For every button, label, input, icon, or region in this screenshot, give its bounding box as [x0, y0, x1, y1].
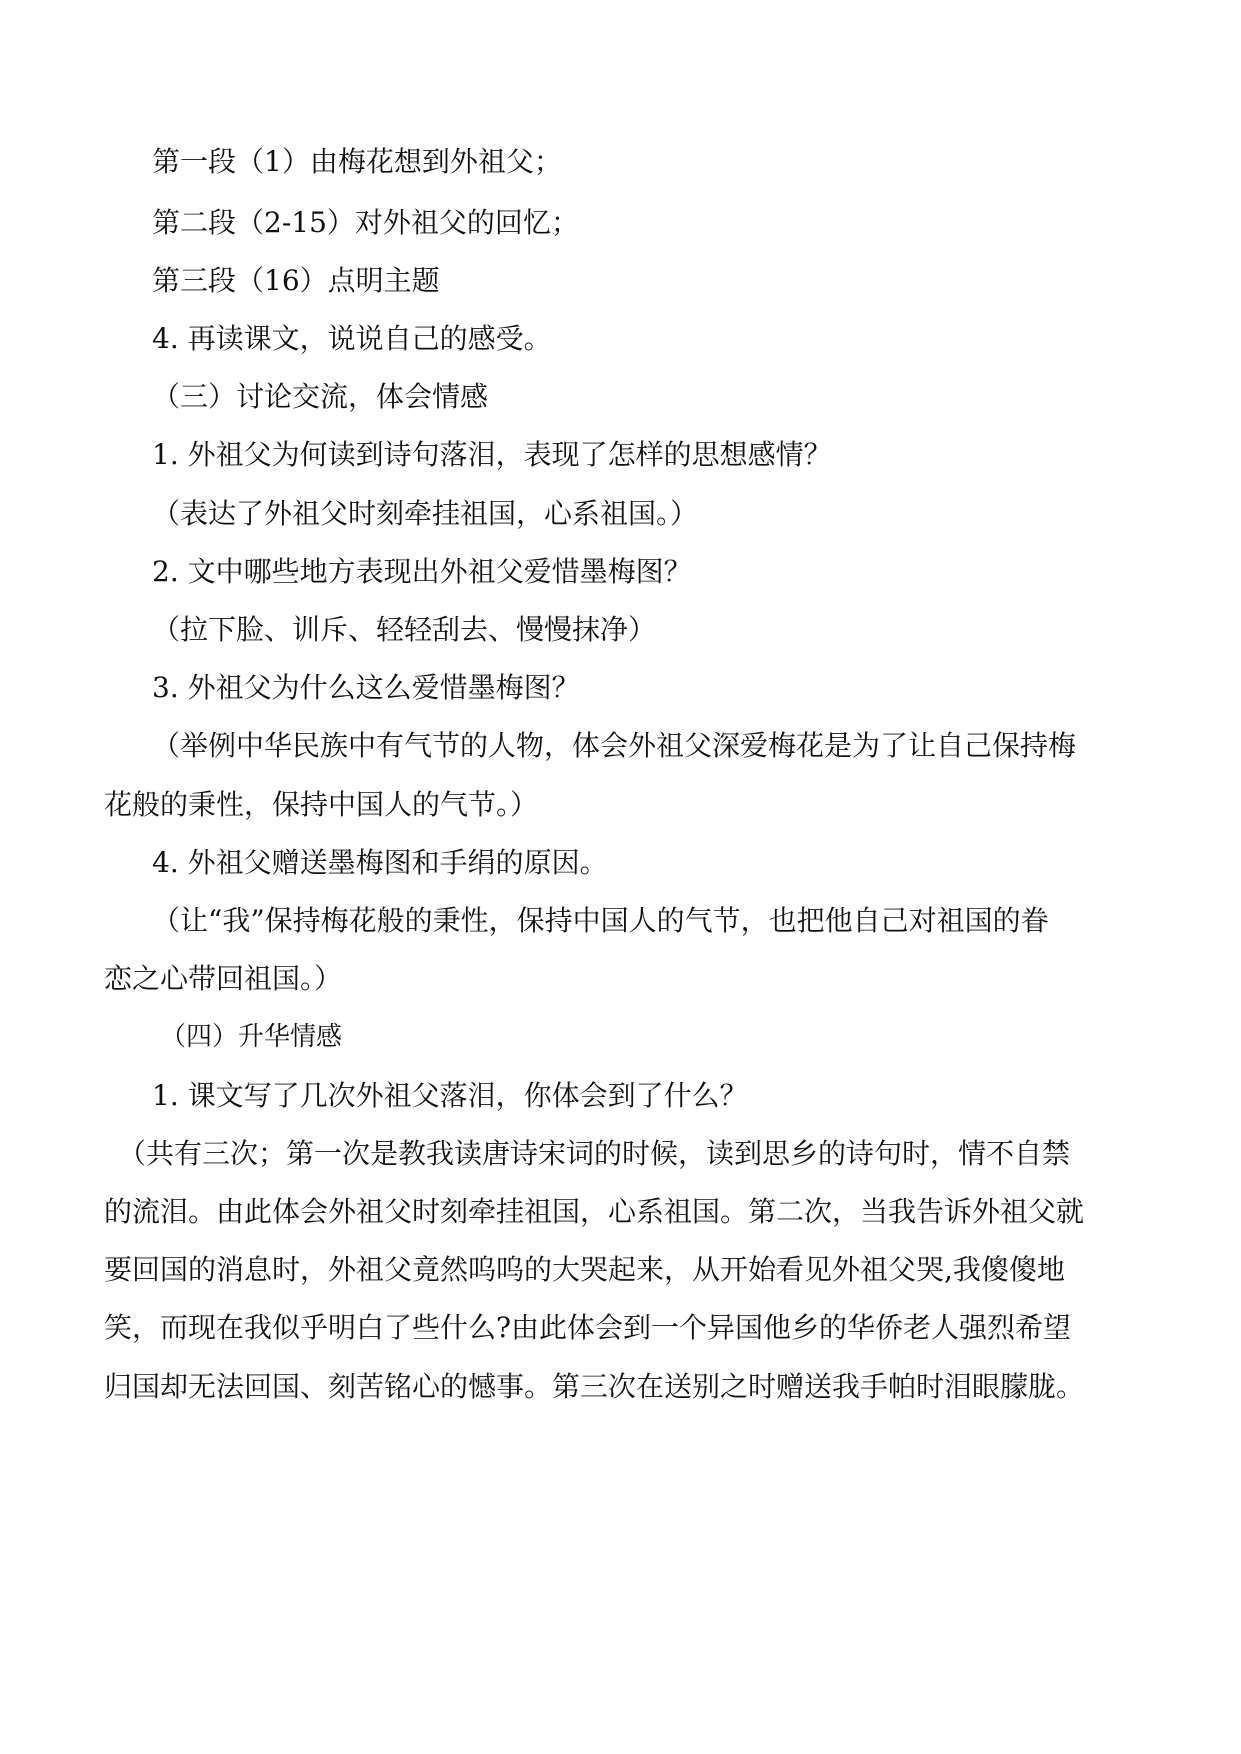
step-reread-text: 4. 再读课文，说说自己的感受。: [152, 322, 552, 355]
section-heading-sublimation: （四）升华情感: [160, 1022, 343, 1052]
section-heading-discussion: （三）讨论交流，体会情感: [152, 380, 489, 413]
answer-5-line-2: 的流泪。由此体会外祖父时刻牵挂祖国，心系祖国。第二次，当我告诉外祖父就: [104, 1195, 1085, 1228]
answer-5-line-1: （共有三次；第一次是教我读唐诗宋词的时候，读到思乡的诗句时，情不自禁: [118, 1137, 1071, 1170]
question-3: 3. 外祖父为什么这么爱惜墨梅图？: [152, 671, 580, 704]
question-2: 2. 文中哪些地方表现出外祖父爱惜墨梅图？: [152, 555, 692, 588]
answer-5-line-4: 笑，而现在我似乎明白了些什么?由此体会到一个异国他乡的华侨老人强烈希望: [104, 1311, 1072, 1344]
answer-3-line-1: （举例中华民族中有气节的人物，体会外祖父深爱梅花是为了让自己保持梅: [152, 729, 1077, 762]
answer-5-line-3: 要回国的消息时，外祖父竟然呜呜的大哭起来，从开始看见外祖父哭,我傻傻地: [104, 1253, 1065, 1286]
outline-part-two: 第二段（2-15）对外祖父的回忆；: [152, 206, 579, 239]
answer-2: （拉下脸、训斥、轻轻刮去、慢慢抹净）: [152, 613, 657, 646]
answer-4-line-2: 恋之心带回祖国。）: [104, 962, 343, 995]
answer-4-line-1: （让“我”保持梅花般的秉性，保持中国人的气节，也把他自己对祖国的眷: [152, 904, 1049, 937]
question-4: 4. 外祖父赠送墨梅图和手绢的原因。: [152, 846, 608, 879]
outline-part-one: 第一段（1）由梅花想到外祖父；: [152, 145, 562, 178]
question-1: 1. 外祖父为何读到诗句落泪，表现了怎样的思想感情？: [152, 438, 832, 471]
answer-1: （表达了外祖父时刻牵挂祖国，心系祖国。）: [152, 497, 699, 530]
question-5: 1. 课文写了几次外祖父落泪，你体会到了什么？: [152, 1079, 748, 1112]
answer-3-line-2: 花般的秉性，保持中国人的气节。）: [104, 788, 539, 821]
answer-5-line-5: 归国却无法回国、刻苦铭心的憾事。第三次在送别之时赠送我手帕时泪眼朦胧。: [104, 1370, 1085, 1403]
outline-part-three: 第三段（16）点明主题: [152, 264, 440, 297]
